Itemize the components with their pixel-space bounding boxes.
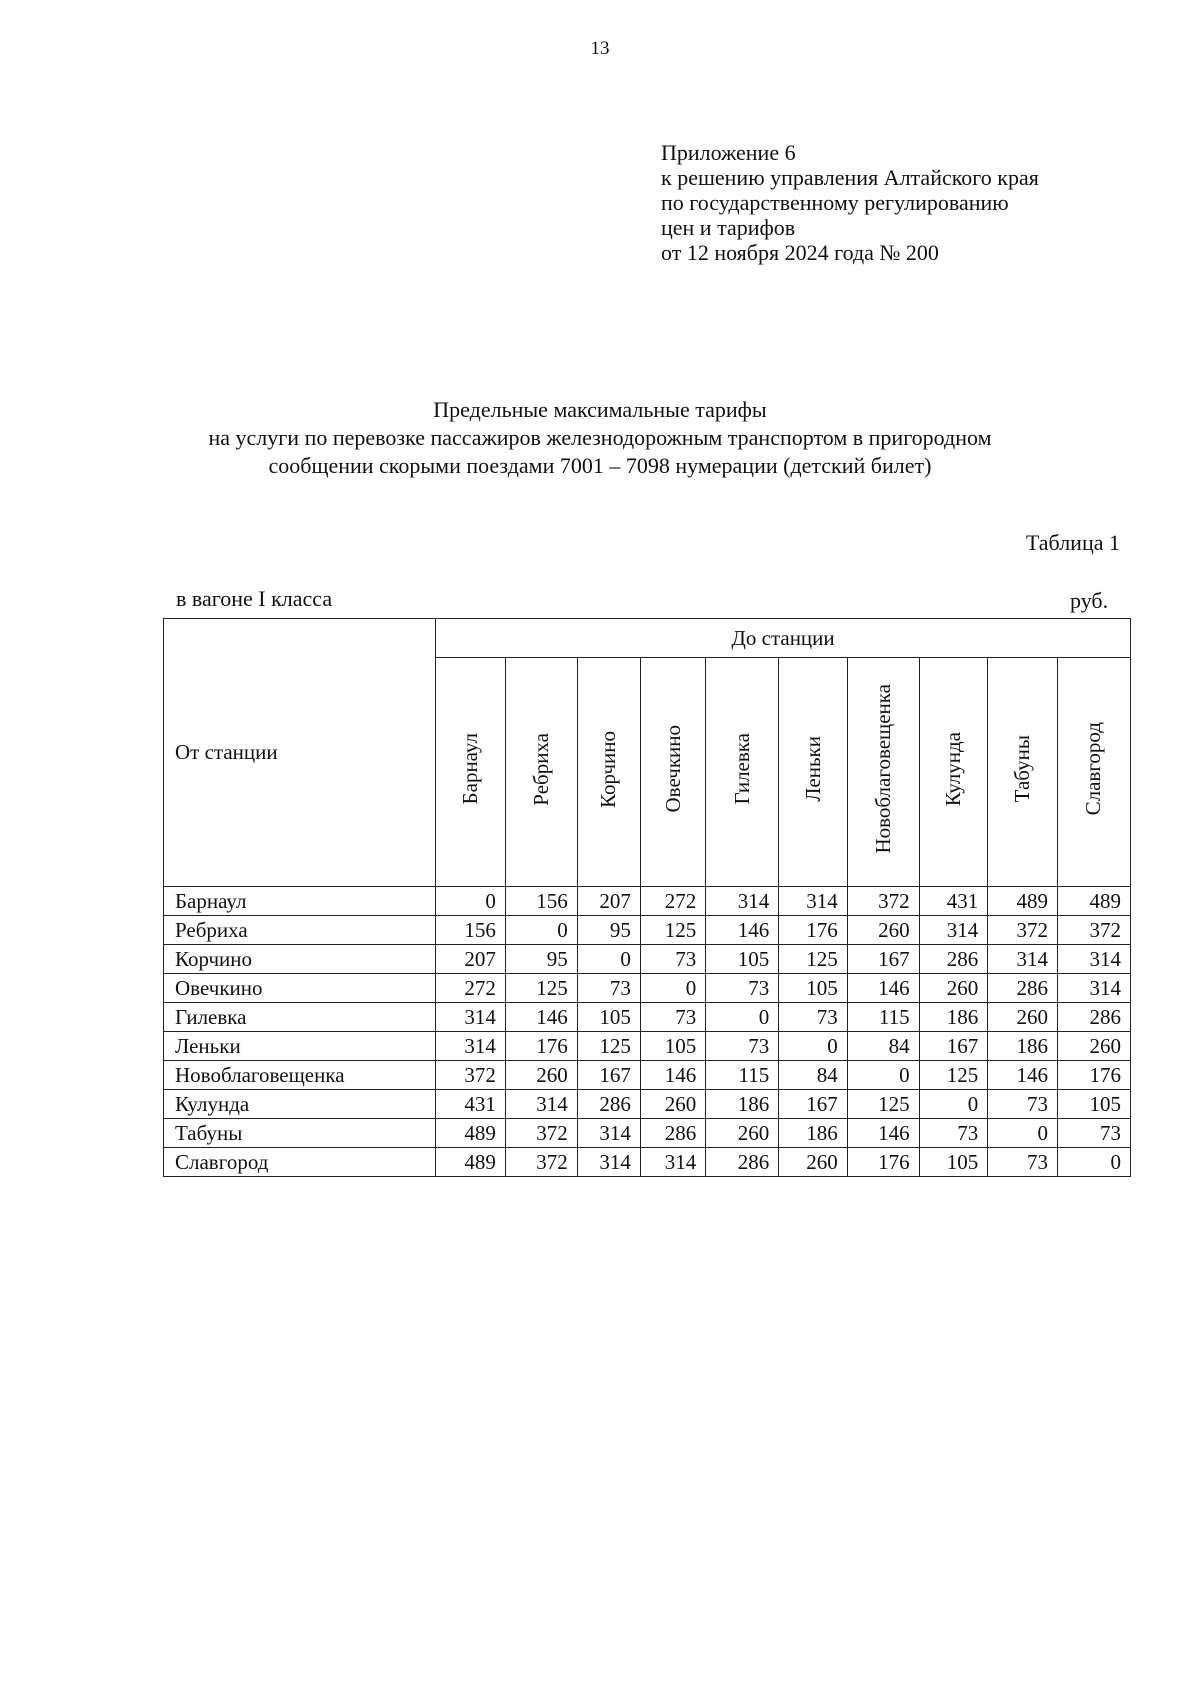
tariff-cell: 186 — [779, 1119, 848, 1148]
class-label: в вагоне I класса — [176, 586, 333, 611]
appendix-block — [661, 140, 1039, 265]
table-row — [164, 887, 1131, 916]
column-header-label: Новоблаговещенка — [870, 684, 895, 854]
column-header — [706, 658, 779, 887]
tariff-cell: 167 — [847, 945, 919, 974]
tariff-cell: 115 — [847, 1003, 919, 1032]
tariff-cell: 156 — [436, 916, 506, 945]
tariff-cell: 260 — [779, 1148, 848, 1177]
tariff-cell: 0 — [988, 1119, 1058, 1148]
tariff-table — [163, 618, 1131, 1177]
tariff-cell: 286 — [919, 945, 988, 974]
column-header — [779, 658, 848, 887]
column-header-label: Овечкино — [660, 725, 685, 813]
tariff-cell: 73 — [1057, 1119, 1130, 1148]
tariff-cell: 146 — [505, 1003, 577, 1032]
tariff-cell: 73 — [577, 974, 640, 1003]
title-line: сообщении скорыми поездами 7001 – 7098 нумерации (детский билет) — [268, 453, 932, 478]
tariff-cell: 73 — [919, 1119, 988, 1148]
tariff-cell: 372 — [436, 1061, 506, 1090]
tariff-cell: 489 — [1057, 887, 1130, 916]
tariff-cell: 314 — [436, 1032, 506, 1061]
tariff-cell: 146 — [988, 1061, 1058, 1090]
tariff-cell: 260 — [988, 1003, 1058, 1032]
tariff-cell: 314 — [779, 887, 848, 916]
column-header-label: Барнаул — [458, 733, 483, 805]
column-header-label: Леньки — [800, 736, 825, 802]
column-header — [988, 658, 1058, 887]
tariff-cell: 115 — [706, 1061, 779, 1090]
from-station-header: От станции — [164, 619, 436, 887]
tariff-cell: 260 — [505, 1061, 577, 1090]
currency-label: руб. — [1070, 588, 1109, 613]
tariff-cell: 272 — [640, 887, 705, 916]
column-header-label: Славгород — [1081, 722, 1106, 816]
table-row — [164, 1003, 1131, 1032]
tariff-cell: 73 — [988, 1090, 1058, 1119]
column-header — [436, 658, 506, 887]
tariff-cell: 125 — [779, 945, 848, 974]
tariff-cell: 176 — [847, 1148, 919, 1177]
table-row — [164, 1148, 1131, 1177]
tariff-cell: 146 — [706, 916, 779, 945]
tariff-cell: 125 — [577, 1032, 640, 1061]
tariff-cell: 314 — [706, 887, 779, 916]
column-header-label: Гилевка — [729, 733, 754, 805]
tariff-cell: 125 — [640, 916, 705, 945]
tariff-cell: 260 — [640, 1090, 705, 1119]
tariff-cell: 156 — [505, 887, 577, 916]
tariff-cell: 286 — [988, 974, 1058, 1003]
tariff-cell: 84 — [779, 1061, 848, 1090]
tariff-cell: 146 — [847, 1119, 919, 1148]
tariff-cell: 431 — [436, 1090, 506, 1119]
tariff-cell: 0 — [436, 887, 506, 916]
tariff-cell: 146 — [847, 974, 919, 1003]
appendix-line: от 12 ноября 2024 года № 200 — [661, 240, 939, 265]
tariff-cell: 73 — [779, 1003, 848, 1032]
row-station-name: Табуны — [164, 1119, 436, 1148]
title-line: Предельные максимальные тарифы — [433, 397, 767, 422]
tariff-cell: 314 — [988, 945, 1058, 974]
tariff-cell: 73 — [706, 1032, 779, 1061]
column-header-label: Кулунда — [940, 731, 965, 807]
tariff-cell: 260 — [1057, 1032, 1130, 1061]
table-row — [164, 1119, 1131, 1148]
row-station-name: Кулунда — [164, 1090, 436, 1119]
row-station-name: Ребриха — [164, 916, 436, 945]
to-station-header: До станции — [436, 619, 1131, 658]
column-header — [919, 658, 988, 887]
tariff-cell: 0 — [919, 1090, 988, 1119]
tariff-cell: 372 — [847, 887, 919, 916]
tariff-cell: 105 — [919, 1148, 988, 1177]
tariff-cell: 286 — [640, 1119, 705, 1148]
column-header — [847, 658, 919, 887]
appendix-line: по государственному регулированию — [661, 190, 1009, 215]
tariff-cell: 314 — [919, 916, 988, 945]
row-station-name: Овечкино — [164, 974, 436, 1003]
tariff-cell: 167 — [577, 1061, 640, 1090]
column-header — [505, 658, 577, 887]
tariff-cell: 314 — [1057, 945, 1130, 974]
tariff-cell: 186 — [919, 1003, 988, 1032]
row-station-name: Корчино — [164, 945, 436, 974]
page-number: 13 — [590, 38, 610, 59]
tariff-cell: 125 — [919, 1061, 988, 1090]
tariff-cell: 0 — [505, 916, 577, 945]
column-header — [1057, 658, 1130, 887]
document-title — [150, 396, 1050, 480]
row-station-name: Леньки — [164, 1032, 436, 1061]
tariff-cell: 286 — [577, 1090, 640, 1119]
tariff-cell: 286 — [1057, 1003, 1130, 1032]
row-station-name: Гилевка — [164, 1003, 436, 1032]
table-row — [164, 1032, 1131, 1061]
tariff-cell: 314 — [1057, 974, 1130, 1003]
table-row — [164, 916, 1131, 945]
tariff-cell: 0 — [640, 974, 705, 1003]
tariff-cell: 260 — [919, 974, 988, 1003]
tariff-cell: 176 — [1057, 1061, 1130, 1090]
column-header-label: Табуны — [1010, 735, 1035, 803]
tariff-cell: 314 — [577, 1148, 640, 1177]
tariff-cell: 372 — [1057, 916, 1130, 945]
table-row — [164, 945, 1131, 974]
tariff-cell: 489 — [988, 887, 1058, 916]
tariff-cell: 105 — [779, 974, 848, 1003]
tariff-cell: 73 — [988, 1148, 1058, 1177]
table-body — [164, 887, 1131, 1177]
tariff-cell: 314 — [505, 1090, 577, 1119]
title-line: на услуги по перевозке пассажиров железнодорожным транспортом в пригородном — [208, 425, 992, 450]
tariff-cell: 176 — [505, 1032, 577, 1061]
tariff-cell: 372 — [505, 1148, 577, 1177]
tariff-cell: 372 — [988, 916, 1058, 945]
row-station-name: Новоблаговещенка — [164, 1061, 436, 1090]
tariff-cell: 431 — [919, 887, 988, 916]
tariff-cell: 105 — [640, 1032, 705, 1061]
row-station-name: Барнаул — [164, 887, 436, 916]
table-row — [164, 974, 1131, 1003]
tariff-cell: 314 — [640, 1148, 705, 1177]
tariff-cell: 146 — [640, 1061, 705, 1090]
appendix-line: Приложение 6 — [661, 140, 796, 165]
appendix-line: к решению управления Алтайского края — [661, 165, 1039, 190]
tariff-cell: 84 — [847, 1032, 919, 1061]
tariff-cell: 186 — [988, 1032, 1058, 1061]
tariff-cell: 186 — [706, 1090, 779, 1119]
tariff-cell: 489 — [436, 1119, 506, 1148]
table-row — [164, 1061, 1131, 1090]
tariff-cell: 372 — [505, 1119, 577, 1148]
tariff-cell: 314 — [436, 1003, 506, 1032]
tariff-cell: 314 — [577, 1119, 640, 1148]
tariff-cell: 167 — [779, 1090, 848, 1119]
column-header — [640, 658, 705, 887]
tariff-cell: 105 — [1057, 1090, 1130, 1119]
tariff-cell: 489 — [436, 1148, 506, 1177]
column-header-label: Ребриха — [528, 732, 553, 806]
tariff-cell: 105 — [706, 945, 779, 974]
tariff-cell: 0 — [847, 1061, 919, 1090]
column-header-label: Корчино — [596, 730, 621, 808]
tariff-cell: 73 — [640, 1003, 705, 1032]
tariff-cell: 95 — [577, 916, 640, 945]
tariff-cell: 207 — [436, 945, 506, 974]
table-row — [164, 1090, 1131, 1119]
tariff-cell: 0 — [706, 1003, 779, 1032]
row-station-name: Славгород — [164, 1148, 436, 1177]
tariff-cell: 125 — [505, 974, 577, 1003]
column-header — [577, 658, 640, 887]
tariff-cell: 286 — [706, 1148, 779, 1177]
tariff-cell: 260 — [706, 1119, 779, 1148]
tariff-cell: 0 — [779, 1032, 848, 1061]
tariff-cell: 73 — [706, 974, 779, 1003]
tariff-cell: 105 — [577, 1003, 640, 1032]
table-header — [164, 619, 1131, 887]
appendix-line: цен и тарифов — [661, 215, 796, 240]
tariff-cell: 73 — [640, 945, 705, 974]
tariff-cell: 0 — [1057, 1148, 1130, 1177]
tariff-cell: 95 — [505, 945, 577, 974]
tariff-cell: 125 — [847, 1090, 919, 1119]
tariff-cell: 176 — [779, 916, 848, 945]
table-label: Таблица 1 — [1025, 530, 1120, 555]
tariff-cell: 260 — [847, 916, 919, 945]
tariff-cell: 0 — [577, 945, 640, 974]
tariff-cell: 207 — [577, 887, 640, 916]
tariff-cell: 272 — [436, 974, 506, 1003]
tariff-cell: 167 — [919, 1032, 988, 1061]
